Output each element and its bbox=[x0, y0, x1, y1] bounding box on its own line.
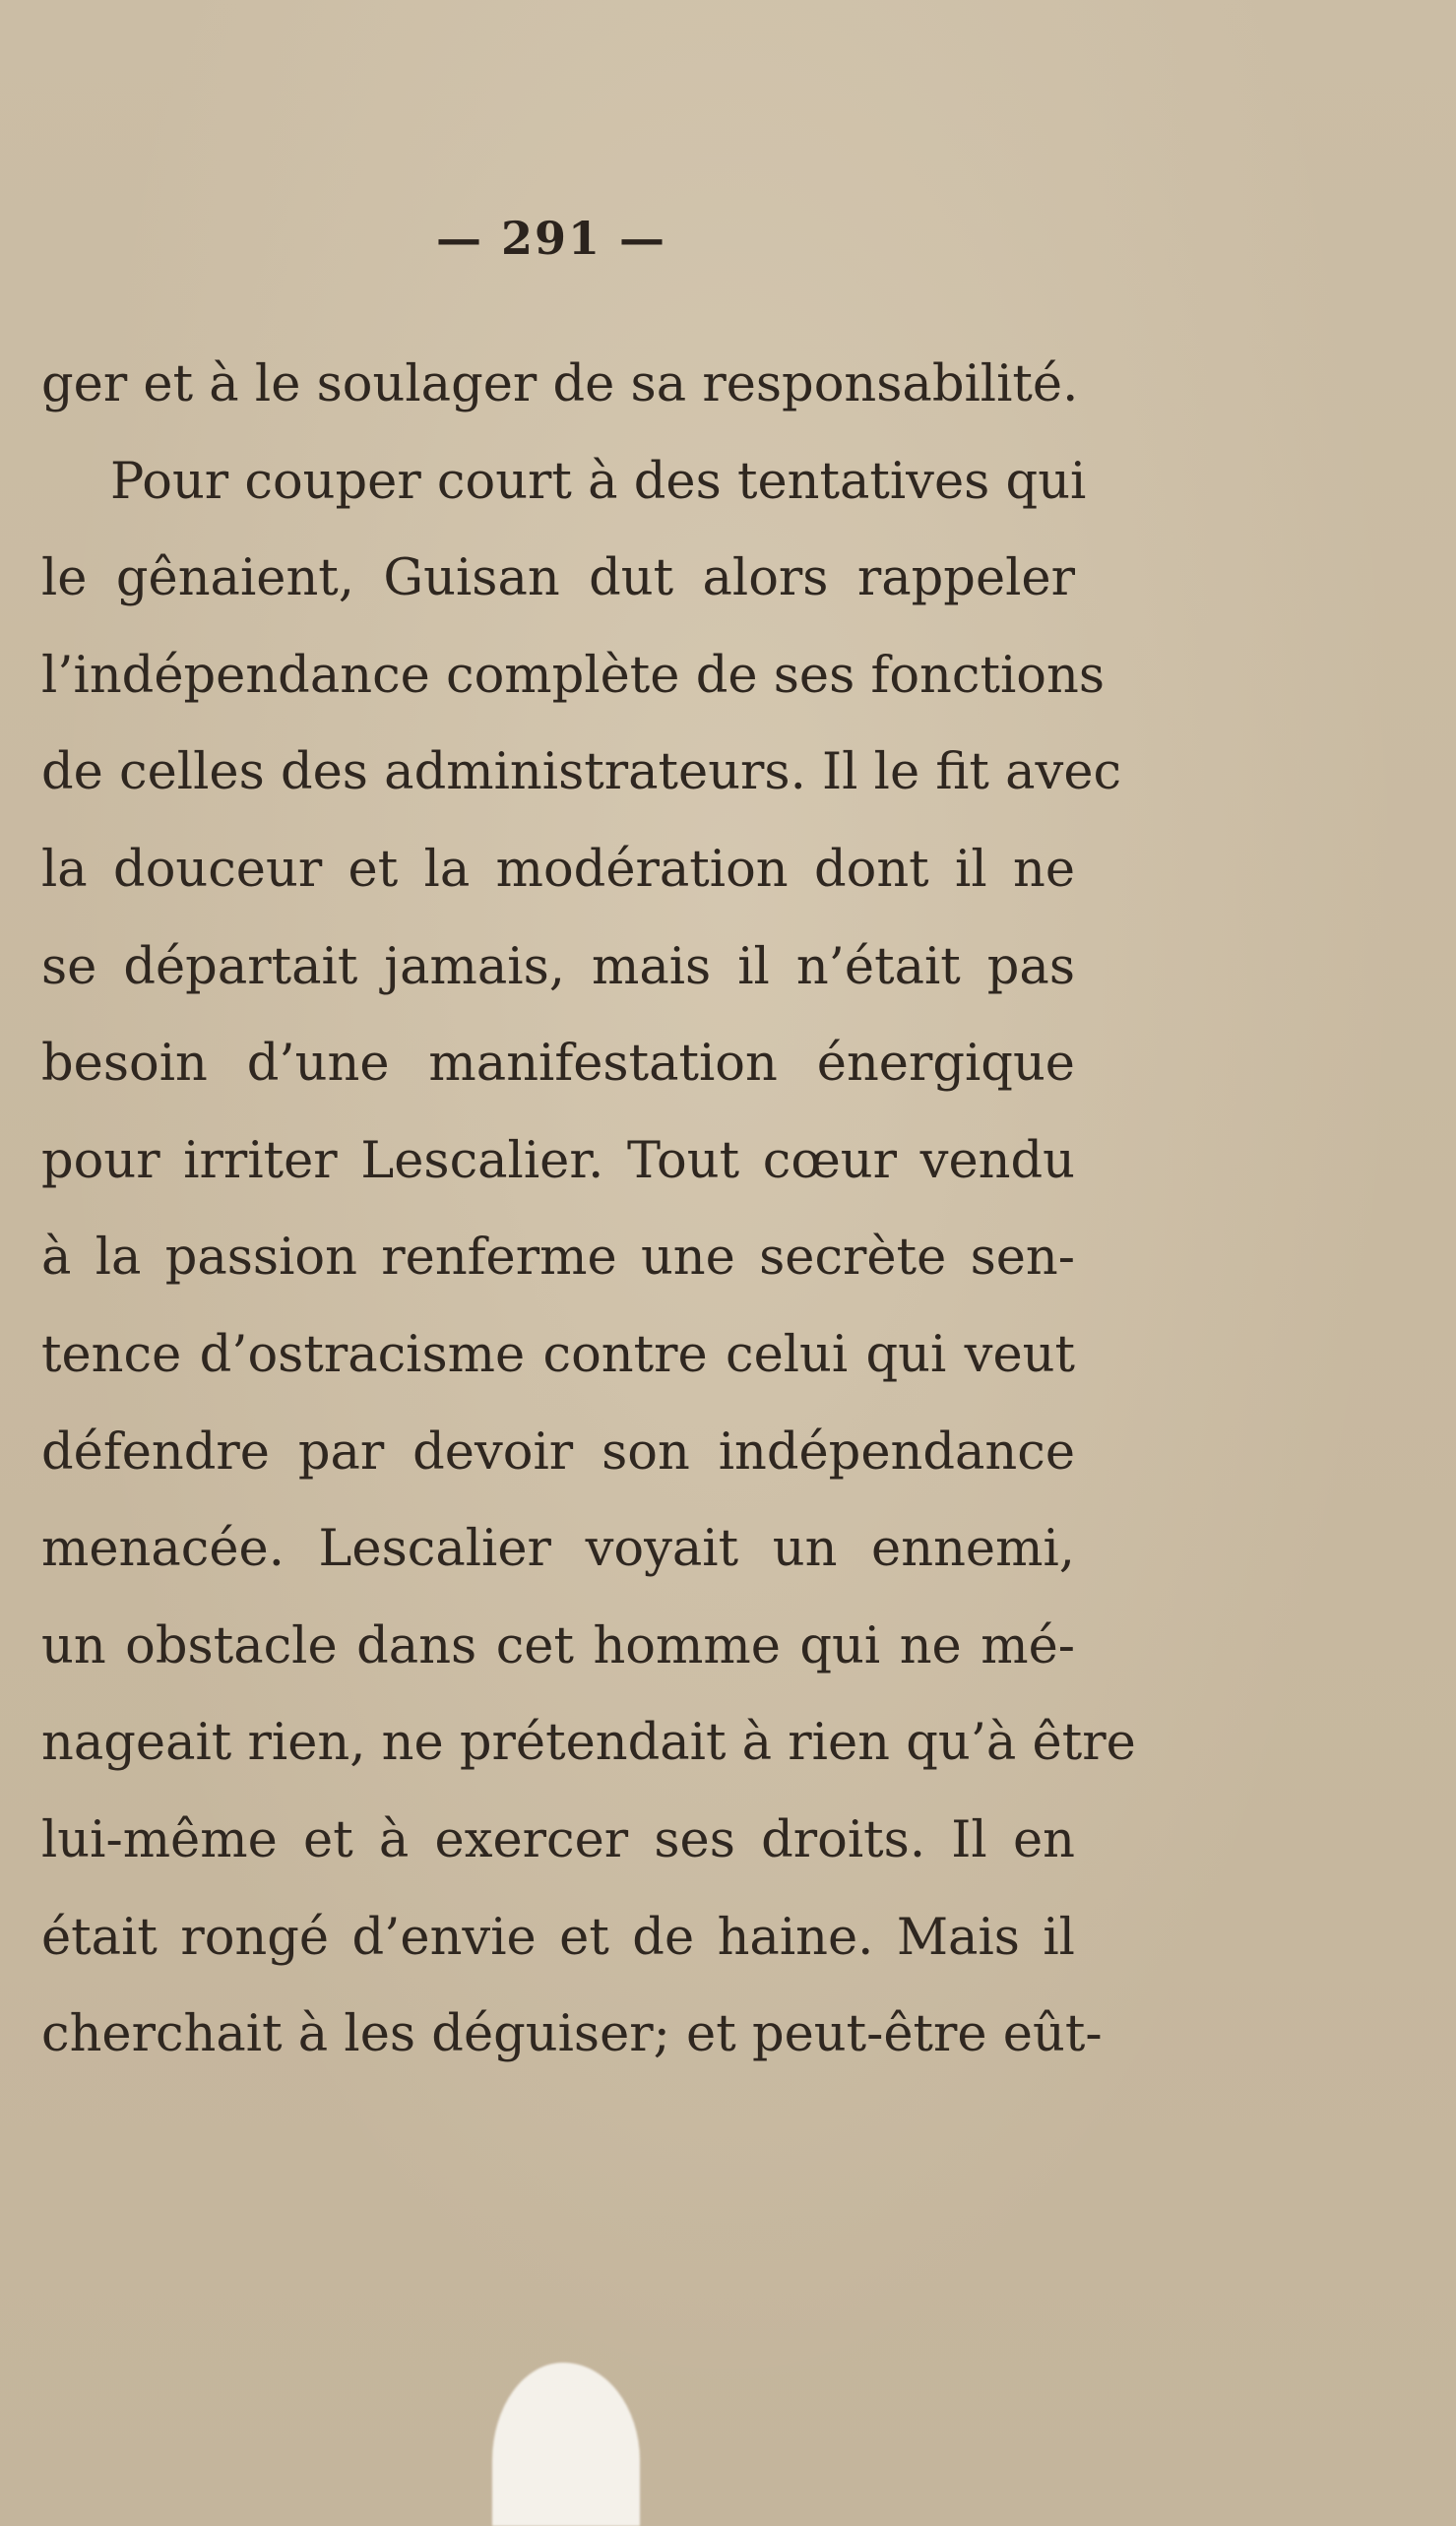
text-line: nageait rien, ne prétendait à rien qu’à être bbox=[41, 1714, 1136, 1773]
text-line: tence d’ostracisme contre celui qui veut bbox=[41, 1325, 1075, 1384]
paper-tear-mark bbox=[492, 2363, 640, 2526]
text-line: ger et à le soulager de sa responsabilité. bbox=[41, 355, 1079, 413]
text-line: besoin d’une manifestation énergique bbox=[41, 1035, 1075, 1094]
text-line: pour irriter Lescalier. Tout cœur vendu bbox=[41, 1131, 1075, 1190]
text-line: lui-même et à exercer ses droits. Il en bbox=[41, 1810, 1075, 1869]
text-line: le gênaient, Guisan dut alors rappeler bbox=[41, 549, 1075, 608]
text-line: était rongé d’envie et de haine. Mais il bbox=[41, 1908, 1075, 1967]
text-line: cherchait à les déguiser; et peut-être eût- bbox=[41, 2005, 1103, 2064]
text-line: Pour couper court à des tentatives qui bbox=[110, 452, 1087, 511]
text-line: se départait jamais, mais il n’était pas bbox=[41, 937, 1075, 996]
body-text bbox=[41, 337, 1136, 2084]
text-line: l’indépendance complète de ses fonctions bbox=[41, 646, 1105, 705]
text-line: la douceur et la modération dont il ne bbox=[41, 840, 1075, 899]
page-number: — 291 — bbox=[435, 212, 667, 265]
text-line: à la passion renferme une secrète sen- bbox=[41, 1229, 1075, 1288]
text-line: menacée. Lescalier voyait un ennemi, bbox=[41, 1520, 1075, 1579]
text-line: de celles des administrateurs. Il le fit avec bbox=[41, 743, 1122, 802]
text-line: défendre par devoir son indépendance bbox=[41, 1422, 1075, 1482]
text-line: un obstacle dans cet homme qui ne mé- bbox=[41, 1616, 1075, 1675]
